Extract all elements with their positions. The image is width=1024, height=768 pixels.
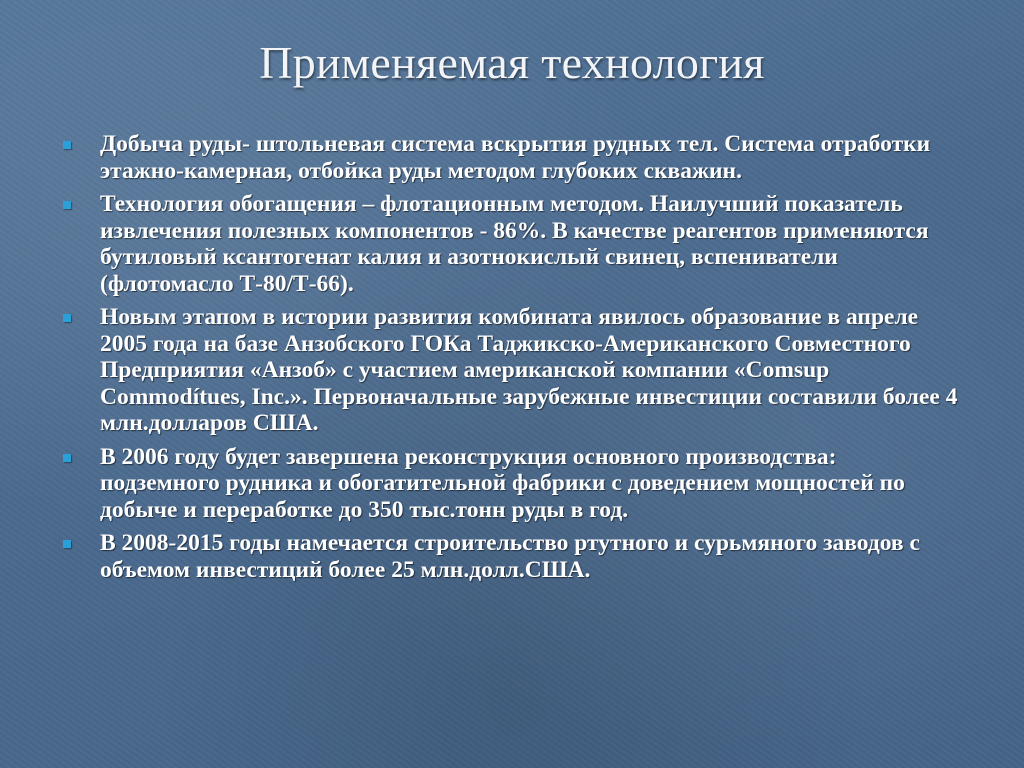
square-bullet-icon [63, 540, 71, 548]
bullet-text: Новым этапом в истории развития комбината явилось образование в апреле 2005 года на базе Анзобского ГОКа Таджикско-Американского Совместного Предприятия «Анзоб» с участием американской компании «Comsup Commodítues, Inc.». Первоначальные зарубежные инвестиции составили более 4 млн.долларов США. [100, 304, 958, 436]
bullet-item [60, 131, 960, 184]
square-bullet-icon [63, 314, 71, 322]
bullet-text: Добыча руды- штольневая система вскрытия рудных тел. Система отработки этажно-камерная, отбойка руды методом глубоких скважин. [100, 131, 931, 184]
square-bullet-icon [63, 201, 71, 209]
slide-title: Применяемая технология [259, 37, 765, 88]
square-bullet-icon [63, 141, 71, 149]
bullet-item [60, 191, 960, 297]
bullet-text: Технология обогащения – флотационным методом. Наилучший показатель извлечения полезных компонентов - 86%. В качестве реагентов применяются бутиловый ксантогенат калия и азотнокислый свинец, вспениватели (флотомасло Т-80/Т-66). [100, 191, 929, 297]
bullet-text: В 2008-2015 годы намечается строительство ртутного и сурьмяного заводов с объемом инвестиций более 25 млн.долл.США. [100, 530, 920, 583]
bullet-text: В 2006 году будет завершена реконструкция основного производства: подземного рудника и обогатительной фабрики с доведением мощностей по добыче и переработке до 350 тыс.тонн руды в год. [100, 443, 905, 523]
bullet-list [60, 131, 960, 590]
bullet-item [60, 530, 960, 583]
square-bullet-icon [63, 454, 71, 462]
bullet-item [60, 444, 960, 524]
bullet-item [60, 304, 960, 437]
